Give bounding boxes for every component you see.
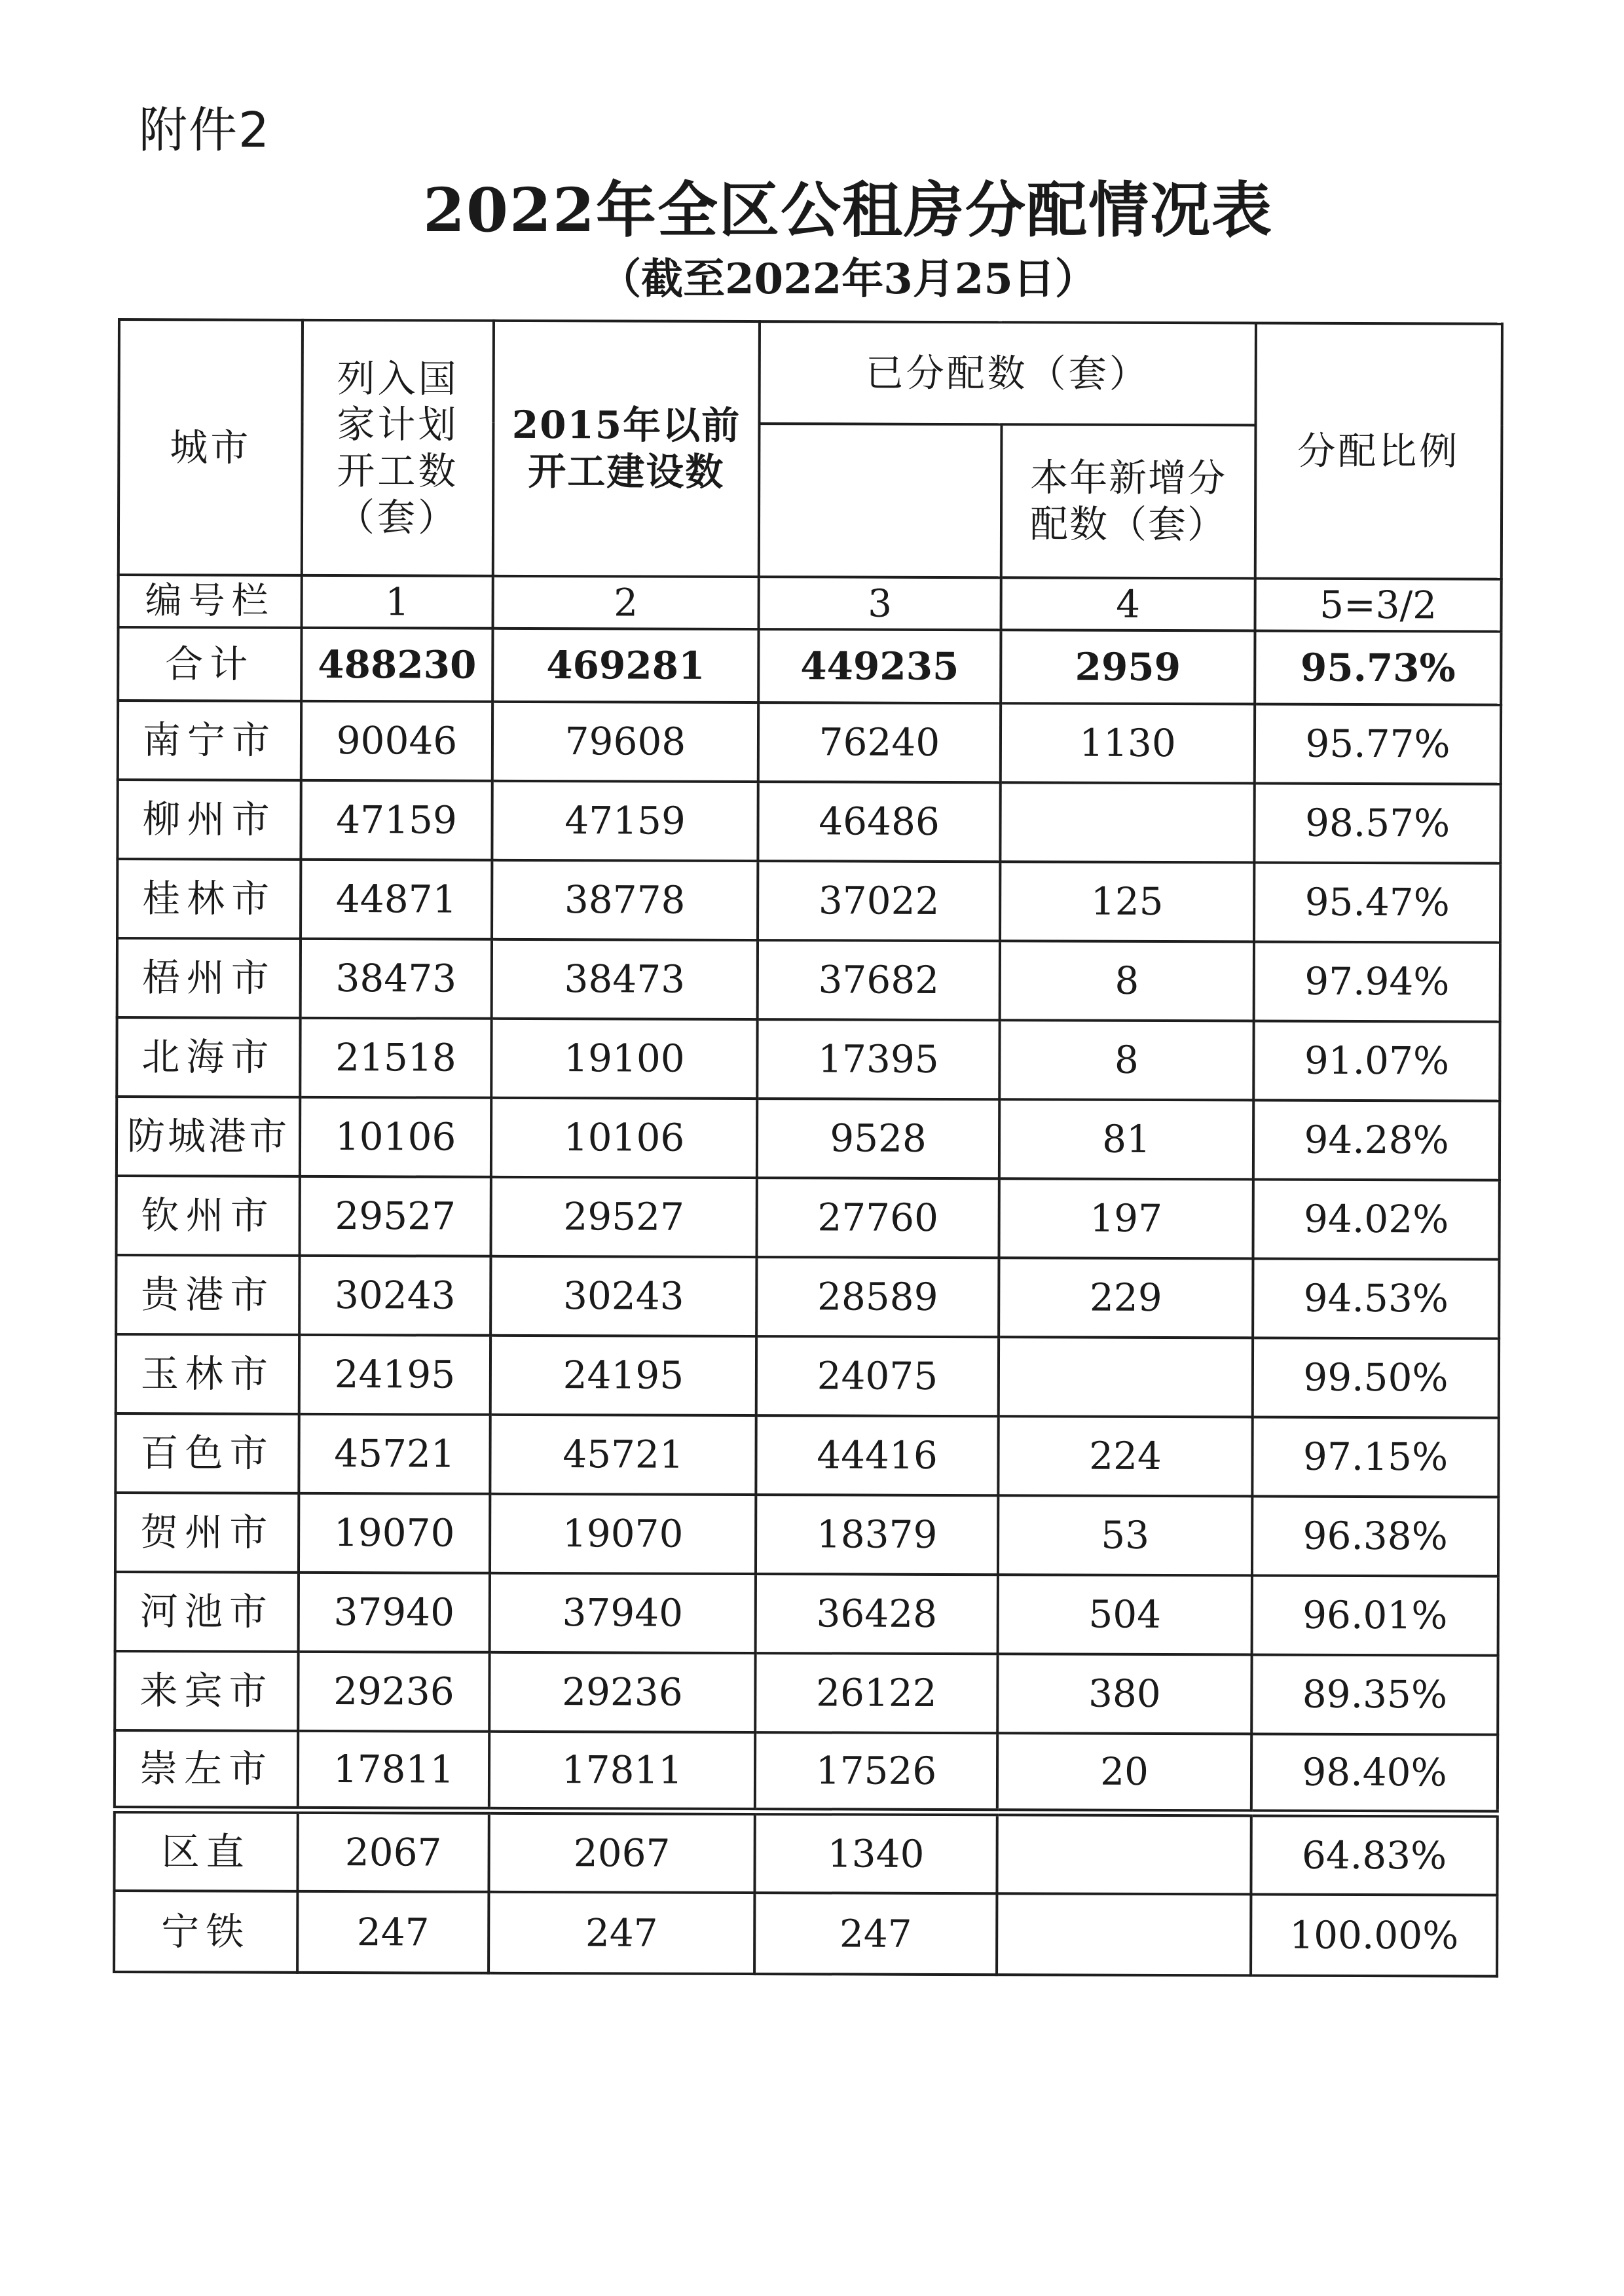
allocated-cell: 46486 — [758, 782, 1000, 862]
allocation-table — [113, 318, 1504, 1978]
planned-cell: 19070 — [299, 1493, 490, 1573]
planned-cell: 47159 — [301, 780, 492, 860]
planned-cell: 90046 — [301, 701, 492, 781]
planned-cell: 38473 — [301, 939, 492, 1019]
allocated-cell: 28589 — [756, 1257, 999, 1337]
table-row — [117, 859, 1500, 943]
allocated-cell: 27760 — [756, 1178, 999, 1258]
table-row — [117, 1176, 1500, 1260]
before-2015-cell: 29236 — [489, 1652, 755, 1732]
number-row-label: 编号栏 — [119, 575, 302, 628]
allocated-cell: 18379 — [756, 1495, 998, 1575]
total-ratio: 95.73% — [1255, 630, 1501, 704]
table-row — [115, 1730, 1498, 1814]
total-new-this-year: 2959 — [1001, 630, 1255, 704]
city-name: 北海市 — [117, 1017, 300, 1097]
header-planned: 列入国家计划开工数（套） — [302, 320, 494, 576]
table-row — [118, 701, 1501, 784]
ratio-cell: 96.01% — [1252, 1575, 1498, 1655]
planned-cell: 29236 — [298, 1652, 489, 1732]
table-row-extra — [114, 1810, 1497, 1895]
number-row-col4: 4 — [1001, 577, 1255, 630]
header-allocated: 已分配数（套） — [759, 321, 1256, 425]
table-row — [115, 1572, 1498, 1656]
new-this-year-cell: 81 — [999, 1099, 1253, 1179]
before-2015-cell: 79608 — [492, 702, 758, 782]
total-row — [118, 627, 1501, 705]
table-row — [117, 1097, 1500, 1180]
ratio-cell: 98.57% — [1254, 783, 1500, 863]
planned-cell: 45721 — [299, 1414, 490, 1494]
ratio-cell: 94.02% — [1253, 1179, 1500, 1259]
allocated-cell: 44416 — [756, 1415, 998, 1495]
new-this-year-cell: 125 — [1000, 862, 1254, 941]
new-this-year-cell: 380 — [997, 1654, 1251, 1734]
header-allocated-blank — [759, 424, 1002, 577]
number-row-col5: 5=3/2 — [1255, 578, 1502, 631]
before-2015-cell: 38473 — [492, 939, 758, 1019]
total-planned: 488230 — [301, 628, 492, 702]
city-name: 河池市 — [115, 1572, 299, 1652]
allocated-cell: 17395 — [757, 1019, 999, 1099]
ratio-cell: 94.53% — [1253, 1258, 1499, 1338]
table-row — [115, 1493, 1498, 1576]
new-this-year-cell: 20 — [997, 1733, 1251, 1813]
planned-cell: 17811 — [298, 1731, 489, 1811]
planned-cell: 247 — [297, 1891, 489, 1973]
header-row-top — [119, 319, 1502, 426]
new-this-year-cell: 8 — [999, 1020, 1253, 1100]
before-2015-cell: 2067 — [489, 1811, 754, 1893]
before-2015-cell: 24195 — [490, 1336, 756, 1415]
document-subtitle: （截至2022年3月25日） — [599, 255, 1097, 304]
header-city: 城市 — [119, 319, 303, 575]
number-row — [119, 575, 1502, 632]
ratio-cell: 98.40% — [1251, 1734, 1498, 1813]
table-row — [117, 1017, 1500, 1101]
city-name: 来宾市 — [115, 1651, 298, 1731]
ratio-cell: 89.35% — [1251, 1654, 1498, 1734]
before-2015-cell: 29527 — [491, 1177, 757, 1257]
new-this-year-cell — [997, 1812, 1251, 1894]
table-row — [116, 1334, 1499, 1418]
header-ratio: 分配比例 — [1255, 323, 1502, 579]
new-this-year-cell: 229 — [999, 1258, 1253, 1338]
allocated-cell: 247 — [754, 1893, 997, 1975]
planned-cell: 29527 — [300, 1176, 491, 1256]
allocated-cell: 36428 — [756, 1574, 998, 1654]
before-2015-cell: 10106 — [491, 1098, 757, 1178]
total-before-2015: 469281 — [492, 629, 758, 702]
total-allocated: 449235 — [758, 629, 1001, 703]
new-this-year-cell — [1000, 782, 1254, 862]
planned-cell: 21518 — [300, 1018, 491, 1098]
ratio-cell: 64.83% — [1251, 1813, 1497, 1895]
planned-cell: 30243 — [299, 1256, 490, 1336]
new-this-year-cell — [999, 1337, 1253, 1417]
table-row-extra — [114, 1891, 1497, 1977]
allocated-cell: 24075 — [756, 1336, 999, 1416]
before-2015-cell: 247 — [489, 1892, 754, 1974]
allocated-cell: 17526 — [755, 1732, 997, 1812]
ratio-cell: 94.28% — [1253, 1100, 1500, 1180]
ratio-cell: 97.94% — [1254, 941, 1500, 1021]
table-row — [116, 1255, 1499, 1339]
document-title: 2022年全区公租房分配情况表 — [422, 175, 1274, 246]
allocated-cell: 37022 — [758, 861, 1000, 941]
city-name: 南宁市 — [118, 701, 301, 780]
city-name: 区直 — [114, 1810, 297, 1891]
city-name: 防城港市 — [117, 1097, 300, 1176]
before-2015-cell: 38778 — [492, 860, 758, 940]
new-this-year-cell: 1130 — [1001, 703, 1255, 783]
planned-cell: 10106 — [300, 1097, 491, 1177]
before-2015-cell: 19100 — [491, 1019, 757, 1099]
ratio-cell: 96.38% — [1252, 1496, 1498, 1576]
city-name: 百色市 — [115, 1413, 299, 1493]
city-name: 桂林市 — [117, 859, 301, 939]
allocated-cell: 37682 — [758, 940, 1000, 1020]
number-row-col2: 2 — [493, 576, 759, 629]
ratio-cell: 91.07% — [1253, 1021, 1500, 1101]
ratio-cell: 95.47% — [1254, 862, 1500, 942]
ratio-cell: 95.77% — [1255, 704, 1501, 784]
number-row-col1: 1 — [302, 575, 493, 629]
city-name: 玉林市 — [116, 1334, 299, 1414]
ratio-cell: 97.15% — [1252, 1417, 1498, 1497]
city-name: 崇左市 — [115, 1730, 298, 1810]
city-name: 贺州市 — [115, 1493, 299, 1573]
before-2015-cell: 47159 — [492, 781, 758, 861]
ratio-cell: 100.00% — [1251, 1894, 1497, 1976]
city-name: 梧州市 — [117, 938, 301, 1018]
allocated-cell: 9528 — [757, 1099, 999, 1178]
allocated-cell: 26122 — [755, 1653, 997, 1733]
allocated-cell: 1340 — [754, 1812, 997, 1893]
planned-cell: 37940 — [299, 1573, 490, 1652]
before-2015-cell: 17811 — [489, 1732, 755, 1812]
table-row — [115, 1413, 1498, 1497]
before-2015-cell: 19070 — [490, 1494, 756, 1574]
city-name: 宁铁 — [114, 1891, 297, 1973]
before-2015-cell: 37940 — [490, 1573, 756, 1653]
new-this-year-cell: 504 — [998, 1575, 1252, 1654]
allocated-cell: 76240 — [758, 702, 1001, 782]
new-this-year-cell: 8 — [1000, 941, 1254, 1021]
table-row — [117, 938, 1500, 1022]
table-row — [115, 1651, 1498, 1735]
planned-cell: 24195 — [299, 1335, 490, 1415]
number-row-col3: 3 — [759, 577, 1001, 630]
before-2015-cell: 45721 — [490, 1415, 756, 1495]
planned-cell: 2067 — [297, 1810, 489, 1892]
before-2015-cell: 30243 — [490, 1256, 756, 1336]
new-this-year-cell: 53 — [998, 1495, 1252, 1575]
city-name: 柳州市 — [117, 780, 301, 860]
attachment-label: 附件2 — [139, 102, 271, 158]
ratio-cell: 99.50% — [1253, 1338, 1499, 1417]
total-label: 合计 — [118, 627, 301, 701]
header-new-this-year: 本年新增分配数（套） — [1001, 424, 1256, 578]
table-row — [117, 780, 1500, 864]
new-this-year-cell: 197 — [999, 1178, 1253, 1258]
header-before-2015: 2015年以前开工建设数 — [493, 321, 760, 577]
city-name: 贵港市 — [116, 1255, 299, 1335]
planned-cell: 44871 — [301, 860, 492, 939]
new-this-year-cell: 224 — [998, 1416, 1252, 1496]
new-this-year-cell — [997, 1893, 1251, 1975]
city-name: 钦州市 — [117, 1176, 300, 1256]
